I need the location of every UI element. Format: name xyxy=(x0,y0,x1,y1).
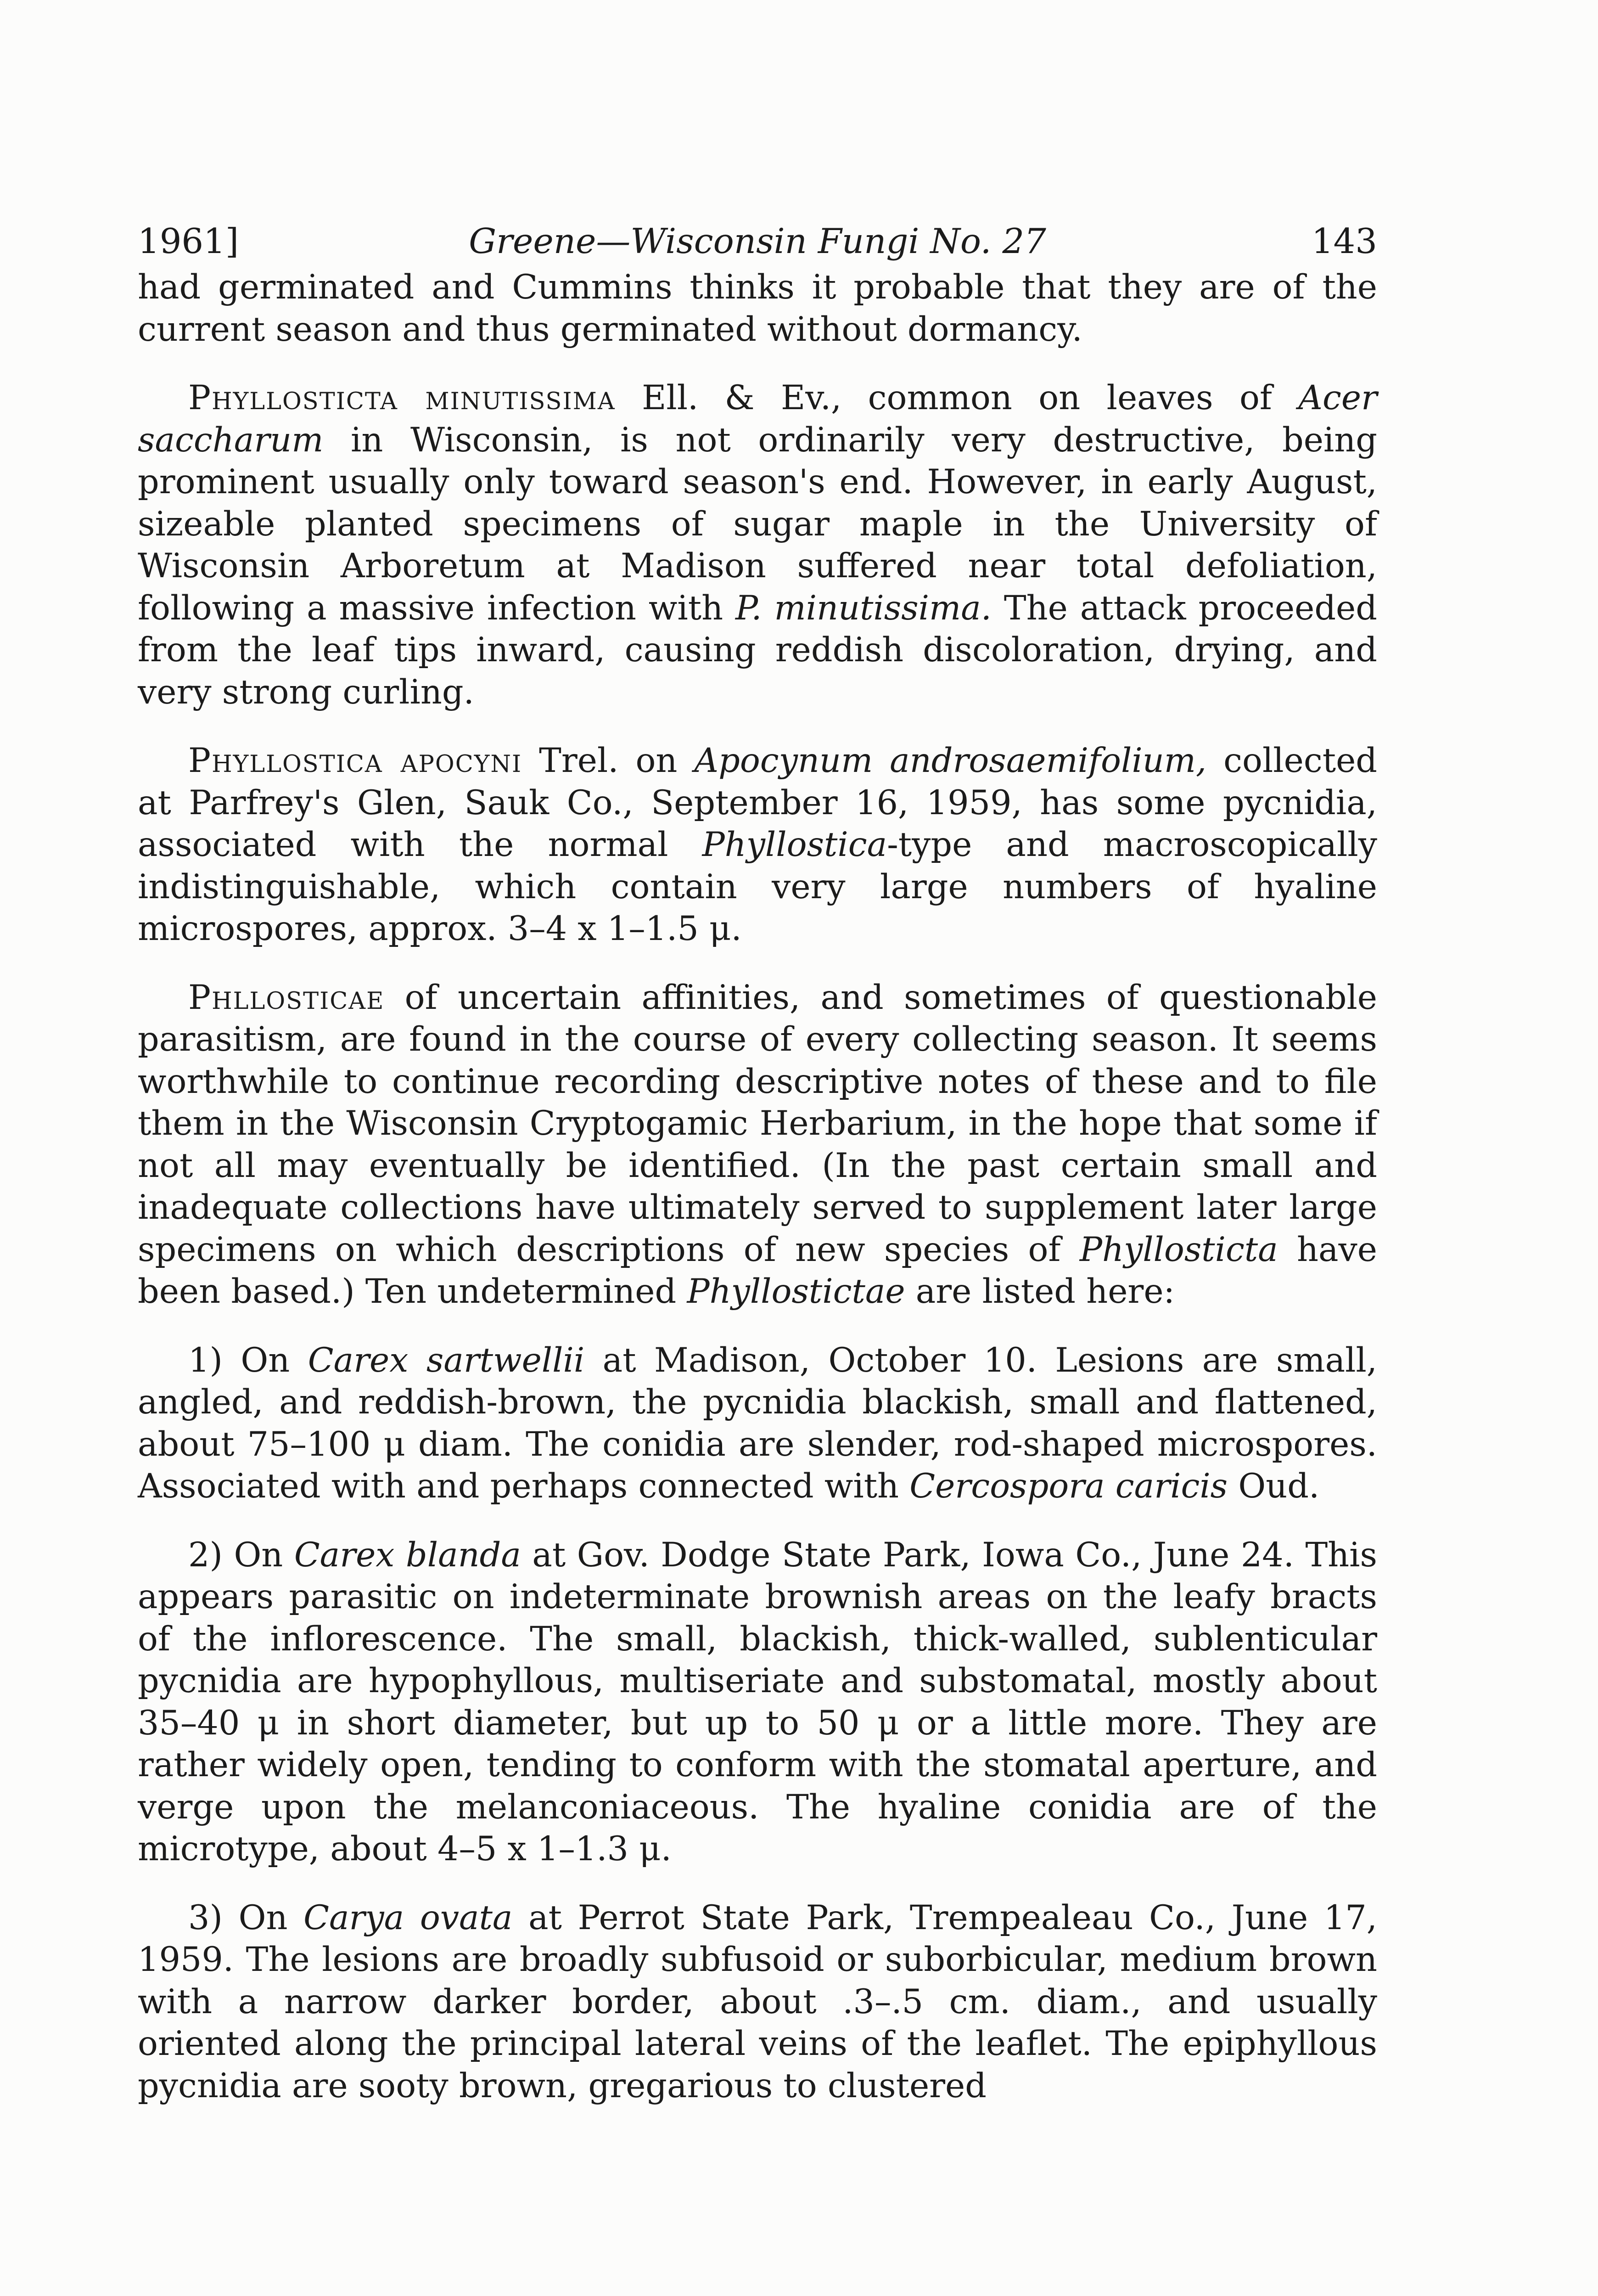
taxon-name: Phllosticae xyxy=(188,978,385,1017)
taxon-name: Phyllostica apocyni xyxy=(188,741,522,780)
taxon-host: Apocynum androsaemifolium, xyxy=(694,741,1207,780)
page-number: 143 xyxy=(1311,221,1377,261)
taxon-host: Carex sartwellii xyxy=(308,1340,585,1380)
header-title: Greene—Wisconsin Fungi No. 27 xyxy=(469,221,1046,261)
taxon-abbrev: P. minutissima. xyxy=(735,588,992,628)
taxon-host: Carex blanda xyxy=(294,1535,521,1575)
taxon-host: Carya ovata xyxy=(303,1898,513,1937)
taxon-host: Acer saccharum xyxy=(138,378,1377,460)
text-column xyxy=(138,216,1377,2133)
list-item-2: 2) On Carex blanda at Gov. Dodge State Park, Iowa Co., June 24. This appears parasitic on indeterminate brownish areas on the leafy bracts of the inflorescence. The small, blackish, thick-walled, sublenticular pycnidia are hypophyllous, multiseriate and substomatal, mostly about 35–40 μ in short diameter, but up to 50 μ or a little more. They are rather widely open, tending to conform with the stomatal aperture, and verge upon the melanconiaceous. The hyaline conidia are of the microtype, about 4–5 x 1–1.3 μ. xyxy=(138,1535,1377,1868)
paragraph-continuation: had germinated and Cummins thinks it probable that they are of the current season and thus germinated without dormancy. xyxy=(138,268,1377,349)
paragraph-phyllostica-apocyni: Phyllostica apocyni Trel. on Apocynum androsaemifolium, collected at Parfrey's Glen, Sauk Co., September 16, 1959, has some pycnidia, associated with the normal Phyllostica-type and macroscopically indistinguishable, which contain very large numbers of hyaline microspores, approx. 3–4 x 1–1.5 μ. xyxy=(138,741,1377,948)
taxon-plural: Phyllostictae xyxy=(687,1272,905,1311)
paragraph-phyllosticta-minutissima: Phyllosticta minutissima Ell. & Ev., common on leaves of Acer saccharum in Wisconsin, is not ordinarily very destructive, being prominent usually only toward season's end. However, in early August, sizeable planted specimens of sugar maple in the University of Wisconsin Arboretum at Madison suffered near total defoliation, following a massive infection with P. minutissima. The attack proceeded from the leaf tips inward, causing reddish discoloration, drying, and very strong curling. xyxy=(138,378,1377,712)
list-item-3: 3) On Carya ovata at Perrot State Park, Trempealeau Co., June 17, 1959. The lesions are broadly subfusoid or suborbicular, medium brown with a narrow darker border, about .3–.5 cm. diam., and usually oriented along the principal lateral veins of the leaflet. The epiphyllous pycnidia are sooty brown, gregarious to clustered xyxy=(138,1898,1378,2105)
taxon-name: Phyllosticta minutissima xyxy=(188,378,616,417)
taxon-associated: Cercospora caricis xyxy=(909,1467,1228,1506)
taxon-genus: Phyllostica xyxy=(702,825,887,864)
list-item-1: 1) On Carex sartwellii at Madison, October 10. Lesions are small, angled, and reddish-brown, the pycnidia blackish, small and flattened, about 75–100 μ diam. The conidia are slender, rod-shaped microspores. Associated with and perhaps connected with Cercospora caricis Oud. xyxy=(138,1340,1377,1506)
taxon-genus: Phyllosticta xyxy=(1079,1230,1278,1269)
running-head xyxy=(138,216,1377,266)
header-year: 1961] xyxy=(138,221,239,261)
paragraph-phllosticae: Phllosticae of uncertain affinities, and sometimes of questionable parasitism, are found in the course of every collecting season. It seems worthwhile to continue recording descriptive notes of these and to file them in the Wisconsin Cryptogamic Herbarium, in the hope that some if not all may eventually be identified. (In the past certain small and inadequate collections have ultimately served to supplement later large specimens on which descriptions of new species of Phyllosticta have been based.) Ten undetermined Phyllostictae are listed here: xyxy=(138,978,1377,1311)
